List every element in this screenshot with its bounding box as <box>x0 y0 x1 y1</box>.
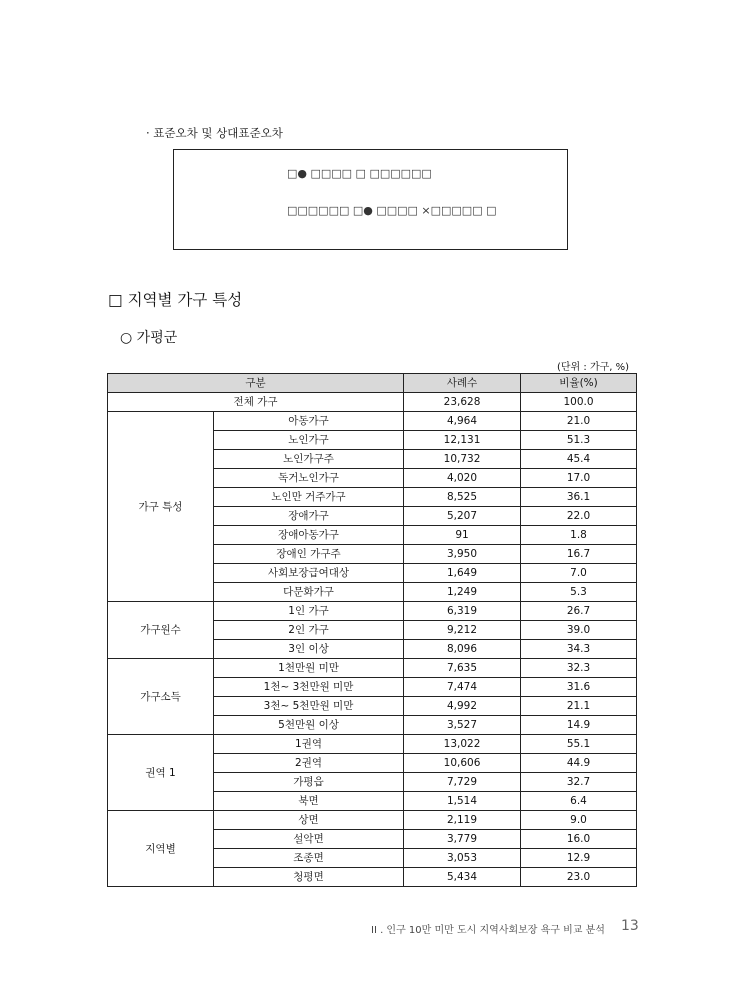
header-count: 사례수 <box>404 374 521 393</box>
sub-title: ○ 가평군 <box>120 330 178 346</box>
group-label: 가구소득 <box>108 659 214 735</box>
row-ratio: 6.4 <box>521 792 637 811</box>
row-count: 3,053 <box>404 849 521 868</box>
row-ratio: 21.0 <box>521 412 637 431</box>
row-label: 청평면 <box>214 868 404 887</box>
row-label: 1인 가구 <box>214 602 404 621</box>
row-label: 장애인 가구주 <box>214 545 404 564</box>
row-label: 조종면 <box>214 849 404 868</box>
row-count: 8,525 <box>404 488 521 507</box>
group-label: 권역 1 <box>108 735 214 811</box>
row-ratio: 23.0 <box>521 868 637 887</box>
header-category: 구분 <box>108 374 404 393</box>
row-count: 3,950 <box>404 545 521 564</box>
footer-text: II . 인구 10만 미만 도시 지역사회보장 욕구 비교 분석 <box>371 925 605 936</box>
row-count: 1,649 <box>404 564 521 583</box>
row-count: 3,527 <box>404 716 521 735</box>
row-count: 1,249 <box>404 583 521 602</box>
row-ratio: 39.0 <box>521 621 637 640</box>
row-count: 2,119 <box>404 811 521 830</box>
row-count: 4,964 <box>404 412 521 431</box>
formula-standard-error: □● □□□□ □ □□□□□□ <box>287 167 432 180</box>
row-label: 장애가구 <box>214 507 404 526</box>
row-label: 3천~ 5천만원 미만 <box>214 697 404 716</box>
row-count: 10,606 <box>404 754 521 773</box>
row-label: 2인 가구 <box>214 621 404 640</box>
formula-box <box>173 149 568 250</box>
row-count: 5,207 <box>404 507 521 526</box>
row-count: 9,212 <box>404 621 521 640</box>
group-label: 가구원수 <box>108 602 214 659</box>
row-count: 7,729 <box>404 773 521 792</box>
table-row-total <box>108 393 637 412</box>
table-row <box>108 659 637 678</box>
row-ratio: 5.3 <box>521 583 637 602</box>
row-ratio: 55.1 <box>521 735 637 754</box>
row-label: 2권역 <box>214 754 404 773</box>
row-ratio: 12.9 <box>521 849 637 868</box>
row-label: 상면 <box>214 811 404 830</box>
group-label: 가구 특성 <box>108 412 214 602</box>
row-count: 5,434 <box>404 868 521 887</box>
row-label: 다문화가구 <box>214 583 404 602</box>
row-label: 노인가구 <box>214 431 404 450</box>
table-row <box>108 602 637 621</box>
total-count: 23,628 <box>404 393 521 412</box>
table-body <box>108 393 637 887</box>
row-ratio: 26.7 <box>521 602 637 621</box>
row-count: 6,319 <box>404 602 521 621</box>
row-label: 1권역 <box>214 735 404 754</box>
header-ratio: 비율(%) <box>521 374 637 393</box>
row-ratio: 32.7 <box>521 773 637 792</box>
row-ratio: 31.6 <box>521 678 637 697</box>
table-row <box>108 811 637 830</box>
row-ratio: 16.0 <box>521 830 637 849</box>
row-label: 1천~ 3천만원 미만 <box>214 678 404 697</box>
total-ratio: 100.0 <box>521 393 637 412</box>
row-ratio: 17.0 <box>521 469 637 488</box>
table-row <box>108 412 637 431</box>
total-label: 전체 가구 <box>108 393 404 412</box>
row-ratio: 14.9 <box>521 716 637 735</box>
row-label: 1천만원 미만 <box>214 659 404 678</box>
row-ratio: 9.0 <box>521 811 637 830</box>
row-label: 5천만원 이상 <box>214 716 404 735</box>
formula-relative-standard-error: □□□□□□ □● □□□□ ×□□□□□ □ <box>287 204 497 217</box>
row-label: 설악면 <box>214 830 404 849</box>
table-row <box>108 735 637 754</box>
row-count: 91 <box>404 526 521 545</box>
row-count: 7,635 <box>404 659 521 678</box>
row-ratio: 7.0 <box>521 564 637 583</box>
row-label: 3인 이상 <box>214 640 404 659</box>
row-ratio: 21.1 <box>521 697 637 716</box>
household-table <box>107 373 637 887</box>
row-ratio: 51.3 <box>521 431 637 450</box>
row-label: 아동가구 <box>214 412 404 431</box>
row-label: 사회보장급여대상 <box>214 564 404 583</box>
row-label: 장애아동가구 <box>214 526 404 545</box>
row-count: 1,514 <box>404 792 521 811</box>
row-count: 3,779 <box>404 830 521 849</box>
table-header-row <box>108 374 637 393</box>
row-ratio: 34.3 <box>521 640 637 659</box>
row-label: 노인가구주 <box>214 450 404 469</box>
row-ratio: 32.3 <box>521 659 637 678</box>
formula-caption: · 표준오차 및 상대표준오차 <box>146 126 283 140</box>
row-ratio: 44.9 <box>521 754 637 773</box>
row-ratio: 22.0 <box>521 507 637 526</box>
row-ratio: 45.4 <box>521 450 637 469</box>
row-label: 노인만 거주가구 <box>214 488 404 507</box>
unit-label: (단위 : 가구, %) <box>557 362 630 373</box>
section-title: □ 지역별 가구 특성 <box>108 291 243 309</box>
row-count: 10,732 <box>404 450 521 469</box>
row-label: 독거노인가구 <box>214 469 404 488</box>
row-count: 12,131 <box>404 431 521 450</box>
page-number: 13 <box>621 918 639 934</box>
row-count: 7,474 <box>404 678 521 697</box>
row-ratio: 1.8 <box>521 526 637 545</box>
row-count: 13,022 <box>404 735 521 754</box>
row-count: 4,020 <box>404 469 521 488</box>
row-count: 8,096 <box>404 640 521 659</box>
row-ratio: 16.7 <box>521 545 637 564</box>
row-ratio: 36.1 <box>521 488 637 507</box>
row-label: 북면 <box>214 792 404 811</box>
row-count: 4,992 <box>404 697 521 716</box>
group-label: 지역별 <box>108 811 214 887</box>
row-label: 가평읍 <box>214 773 404 792</box>
